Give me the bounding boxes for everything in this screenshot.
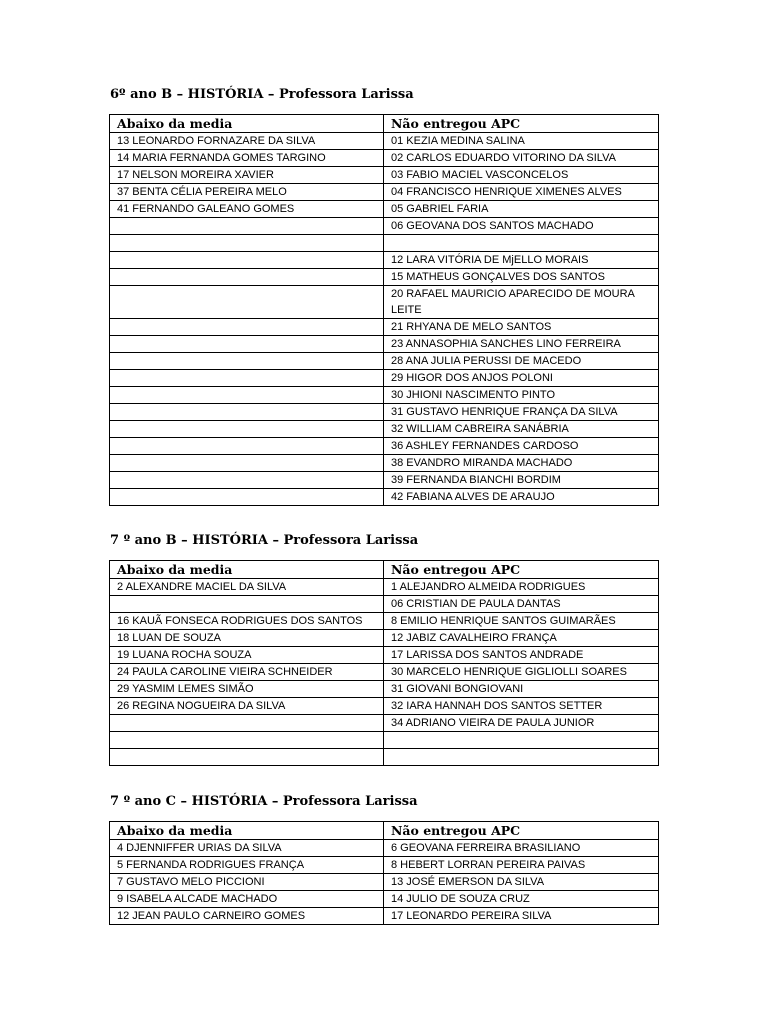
table-row <box>110 150 659 167</box>
cell-below-average: 29 YASMIM LEMES SIMÃO <box>110 681 384 698</box>
table-row <box>110 235 659 252</box>
table-row <box>110 438 659 455</box>
table-row <box>110 286 659 319</box>
cell-not-delivered: 20 RAFAEL MAURICIO APARECIDO DE MOURA LEITE <box>384 286 659 319</box>
cell-below-average <box>110 252 384 269</box>
cell-not-delivered: 32 WILLIAM CABREIRA SANÁBRIA <box>384 421 659 438</box>
cell-below-average <box>110 438 384 455</box>
cell-not-delivered: 15 MATHEUS GONÇALVES DOS SANTOS <box>384 269 659 286</box>
table-row <box>110 387 659 404</box>
cell-not-delivered: 34 ADRIANO VIEIRA DE PAULA JUNIOR <box>384 715 659 732</box>
cell-below-average: 2 ALEXANDRE MACIEL DA SILVA <box>110 579 384 596</box>
cell-below-average: 13 LEONARDO FORNAZARE DA SILVA <box>110 133 384 150</box>
table-row <box>110 874 659 891</box>
cell-below-average: 18 LUAN DE SOUZA <box>110 630 384 647</box>
cell-not-delivered <box>384 732 659 749</box>
cell-below-average <box>110 715 384 732</box>
cell-below-average <box>110 732 384 749</box>
table-row <box>110 698 659 715</box>
cell-below-average <box>110 319 384 336</box>
cell-below-average: 26 REGINA NOGUEIRA DA SILVA <box>110 698 384 715</box>
cell-not-delivered: 8 EMILIO HENRIQUE SANTOS GUIMARÃES <box>384 613 659 630</box>
table-row <box>110 664 659 681</box>
cell-not-delivered: 28 ANA JULIA PERUSSI DE MACEDO <box>384 353 659 370</box>
cell-not-delivered: 32 IARA HANNAH DOS SANTOS SETTER <box>384 698 659 715</box>
cell-below-average <box>110 472 384 489</box>
cell-below-average: 16 KAUÃ FONSECA RODRIGUES DOS SANTOS <box>110 613 384 630</box>
table-row <box>110 184 659 201</box>
cell-not-delivered: 31 GUSTAVO HENRIQUE FRANÇA DA SILVA <box>384 404 659 421</box>
cell-not-delivered: 36 ASHLEY FERNANDES CARDOSO <box>384 438 659 455</box>
table-row <box>110 167 659 184</box>
cell-not-delivered: 13 JOSÉ EMERSON DA SILVA <box>384 874 659 891</box>
table-row <box>110 370 659 387</box>
table-row <box>110 840 659 857</box>
table-row <box>110 421 659 438</box>
column-header-not-delivered: Não entregou APC <box>384 561 659 579</box>
cell-below-average <box>110 235 384 252</box>
cell-below-average <box>110 218 384 235</box>
table-header-row <box>110 115 659 133</box>
table-row <box>110 908 659 925</box>
cell-below-average: 19 LUANA ROCHA SOUZA <box>110 647 384 664</box>
table-header-row <box>110 561 659 579</box>
cell-below-average: 9 ISABELA ALCADE MACHADO <box>110 891 384 908</box>
table-6b <box>109 114 659 506</box>
cell-not-delivered: 38 EVANDRO MIRANDA MACHADO <box>384 455 659 472</box>
table-row <box>110 336 659 353</box>
cell-not-delivered: 12 LARA VITÓRIA DE MjELLO MORAIS <box>384 252 659 269</box>
cell-below-average <box>110 596 384 613</box>
cell-below-average <box>110 455 384 472</box>
cell-not-delivered: 01 KEZIA MEDINA SALINA <box>384 133 659 150</box>
table-row <box>110 630 659 647</box>
table-row <box>110 353 659 370</box>
cell-not-delivered: 39 FERNANDA BIANCHI BORDIM <box>384 472 659 489</box>
cell-not-delivered: 31 GIOVANI BONGIOVANI <box>384 681 659 698</box>
cell-not-delivered: 6 GEOVANA FERREIRA BRASILIANO <box>384 840 659 857</box>
cell-below-average: 4 DJENNIFFER URIAS DA SILVA <box>110 840 384 857</box>
table-row <box>110 319 659 336</box>
table-row <box>110 579 659 596</box>
cell-not-delivered: 03 FABIO MACIEL VASCONCELOS <box>384 167 659 184</box>
table-row <box>110 455 659 472</box>
cell-not-delivered <box>384 749 659 766</box>
cell-below-average: 41 FERNANDO GALEANO GOMES <box>110 201 384 218</box>
column-header-below-average: Abaixo da media <box>110 822 384 840</box>
cell-below-average: 7 GUSTAVO MELO PICCIONI <box>110 874 384 891</box>
table-row <box>110 857 659 874</box>
cell-not-delivered <box>384 235 659 252</box>
table-row <box>110 472 659 489</box>
table-row <box>110 732 659 749</box>
column-header-not-delivered: Não entregou APC <box>384 822 659 840</box>
cell-not-delivered: 06 GEOVANA DOS SANTOS MACHADO <box>384 218 659 235</box>
table-row <box>110 133 659 150</box>
section-title-6b: 6º ano B – HISTÓRIA – Professora Larissa <box>110 87 414 102</box>
cell-not-delivered: 17 LARISSA DOS SANTOS ANDRADE <box>384 647 659 664</box>
cell-not-delivered: 02 CARLOS EDUARDO VITORINO DA SILVA <box>384 150 659 167</box>
column-header-below-average: Abaixo da media <box>110 561 384 579</box>
table-row <box>110 613 659 630</box>
cell-not-delivered: 1 ALEJANDRO ALMEIDA RODRIGUES <box>384 579 659 596</box>
cell-not-delivered: 12 JABIZ CAVALHEIRO FRANÇA <box>384 630 659 647</box>
cell-below-average: 24 PAULA CAROLINE VIEIRA SCHNEIDER <box>110 664 384 681</box>
cell-not-delivered: 42 FABIANA ALVES DE ARAUJO <box>384 489 659 506</box>
cell-below-average <box>110 489 384 506</box>
table-row <box>110 891 659 908</box>
cell-below-average <box>110 370 384 387</box>
cell-below-average <box>110 404 384 421</box>
cell-below-average <box>110 749 384 766</box>
cell-below-average <box>110 387 384 404</box>
cell-not-delivered: 14 JULIO DE SOUZA CRUZ <box>384 891 659 908</box>
cell-below-average: 12 JEAN PAULO CARNEIRO GOMES <box>110 908 384 925</box>
table-row <box>110 749 659 766</box>
cell-below-average <box>110 421 384 438</box>
cell-not-delivered: 8 HEBERT LORRAN PEREIRA PAIVAS <box>384 857 659 874</box>
section-title-7b: 7 º ano B – HISTÓRIA – Professora Larissa <box>110 533 419 548</box>
table-row <box>110 218 659 235</box>
table-row <box>110 596 659 613</box>
cell-below-average <box>110 286 384 319</box>
table-7c <box>109 821 659 925</box>
cell-below-average: 17 NELSON MOREIRA XAVIER <box>110 167 384 184</box>
table-header-row <box>110 822 659 840</box>
cell-below-average: 14 MARIA FERNANDA GOMES TARGINO <box>110 150 384 167</box>
table-row <box>110 715 659 732</box>
table-row <box>110 681 659 698</box>
cell-below-average: 5 FERNANDA RODRIGUES FRANÇA <box>110 857 384 874</box>
table-7b <box>109 560 659 766</box>
cell-below-average <box>110 336 384 353</box>
cell-not-delivered: 23 ANNASOPHIA SANCHES LINO FERREIRA <box>384 336 659 353</box>
cell-not-delivered: 17 LEONARDO PEREIRA SILVA <box>384 908 659 925</box>
table-row <box>110 269 659 286</box>
cell-not-delivered: 30 JHIONI NASCIMENTO PINTO <box>384 387 659 404</box>
cell-not-delivered: 29 HIGOR DOS ANJOS POLONI <box>384 370 659 387</box>
table-row <box>110 647 659 664</box>
table-row <box>110 201 659 218</box>
cell-below-average <box>110 269 384 286</box>
column-header-below-average: Abaixo da media <box>110 115 384 133</box>
table-row <box>110 489 659 506</box>
cell-below-average <box>110 353 384 370</box>
cell-not-delivered: 06 CRISTIAN DE PAULA DANTAS <box>384 596 659 613</box>
table-row <box>110 252 659 269</box>
cell-not-delivered: 21 RHYANA DE MELO SANTOS <box>384 319 659 336</box>
section-title-7c: 7 º ano C – HISTÓRIA – Professora Larissa <box>110 794 418 809</box>
table-row <box>110 404 659 421</box>
cell-not-delivered: 04 FRANCISCO HENRIQUE XIMENES ALVES <box>384 184 659 201</box>
cell-not-delivered: 30 MARCELO HENRIQUE GIGLIOLLI SOARES <box>384 664 659 681</box>
column-header-not-delivered: Não entregou APC <box>384 115 659 133</box>
cell-not-delivered: 05 GABRIEL FARIA <box>384 201 659 218</box>
cell-below-average: 37 BENTA CÉLIA PEREIRA MELO <box>110 184 384 201</box>
